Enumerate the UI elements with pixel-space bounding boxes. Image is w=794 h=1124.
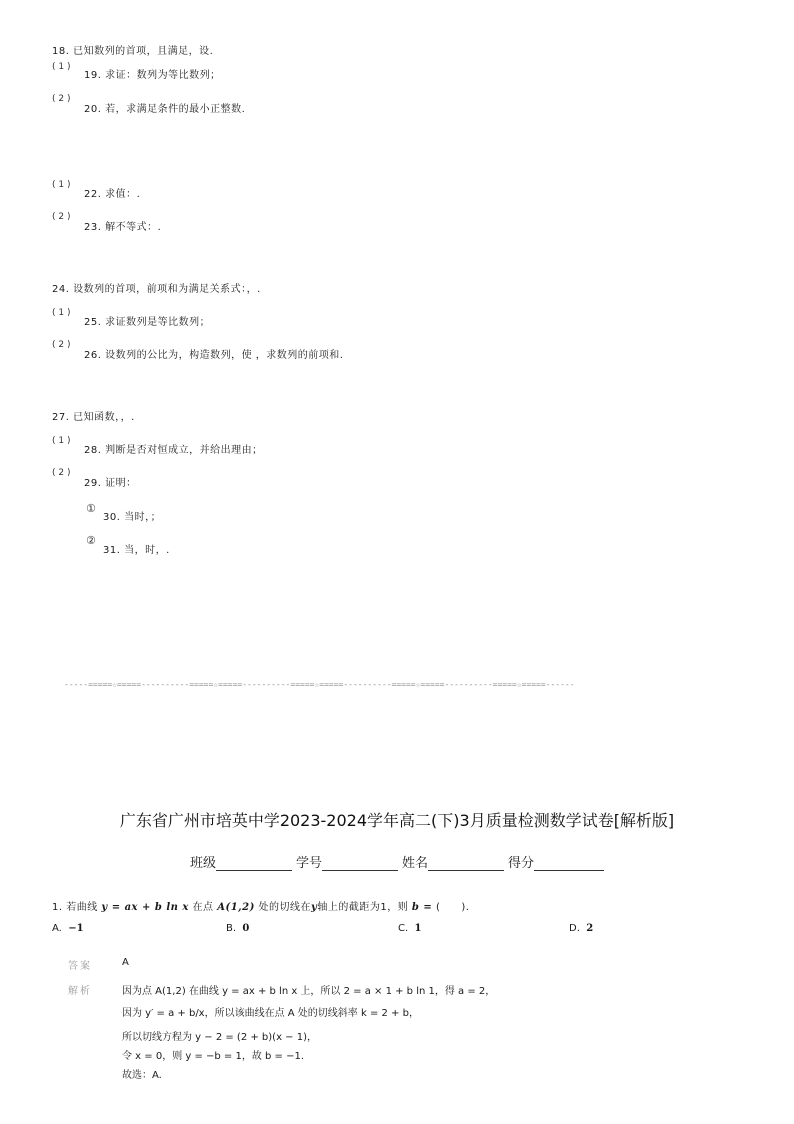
question-22: 22. 求值：. [84, 189, 141, 200]
part-marker: ( 1 ) [52, 62, 71, 72]
number-field [296, 852, 398, 871]
option-value: −1 [68, 923, 84, 934]
stem-text: 1. 若曲线 [52, 902, 98, 913]
question-30: 30. 当时，； [103, 512, 162, 523]
analysis-line-4: 令 x = 0，则 y = −b = 1，故 b = −1. [122, 1051, 305, 1062]
answer-value: A [122, 957, 129, 968]
circled-one-marker: ① [86, 502, 96, 515]
name-blank[interactable] [428, 858, 504, 871]
question-28: 28. 判断是否对恒成立，并给出理由； [84, 445, 263, 456]
question-27: 27. 已知函数，，. [52, 412, 135, 423]
analysis-line-1: 因为点 A(1,2) 在曲线 y = ax + b ln x 上，所以 2 = a × 1 + b ln 1，得 a = 2， [122, 986, 496, 997]
question-29: 29. 证明： [84, 478, 137, 489]
analysis-line-2: 因为 y′ = a + b/x，所以该曲线在点 A 处的切线斜率 k = 2 + b， [122, 1008, 419, 1019]
part-marker: ( 1 ) [52, 308, 71, 318]
score-label: 得分 [508, 856, 535, 871]
answer-label: 答案 [68, 961, 92, 972]
number-blank[interactable] [322, 858, 398, 871]
class-field [190, 852, 292, 871]
analysis-line-3: 所以切线方程为 y − 2 = (2 + b)(x − 1)， [122, 1032, 317, 1043]
option-value: 0 [242, 923, 250, 934]
question-24: 24. 设数列的首项，前项和为满足关系式：，. [52, 284, 261, 295]
question-19: 19. 求证：数列为等比数列； [84, 70, 221, 81]
score-field [508, 852, 604, 871]
part-marker: ( 2 ) [52, 212, 71, 222]
stem-text: 处的切线在 [258, 902, 312, 913]
stem-variable: y [311, 902, 318, 913]
class-blank[interactable] [216, 858, 292, 871]
stem-point: A(1,2) [217, 902, 255, 913]
question-31: 31. 当，时，. [103, 545, 170, 556]
question-25: 25. 求证数列是等比数列； [84, 317, 211, 328]
page-separator: -----=====☆=====----------=====☆=====----------=====☆=====----------=====☆=====----------=====☆=====------ [64, 680, 575, 689]
class-label: 班级 [190, 856, 217, 871]
question-20: 20. 若，求满足条件的最小正整数. [84, 104, 246, 115]
option-a[interactable] [52, 923, 84, 934]
analysis-label: 解析 [68, 986, 92, 997]
part-marker: ( 2 ) [52, 468, 71, 478]
problem-1-stem [52, 898, 469, 913]
option-letter: D. [569, 923, 580, 934]
stem-text: ( ). [435, 902, 470, 913]
stem-equation: y = ax + b ln x [101, 902, 189, 913]
option-d[interactable] [569, 923, 593, 934]
circled-two-marker: ② [86, 534, 96, 547]
stem-text: 轴上的截距为1，则 [317, 902, 409, 913]
part-marker: ( 2 ) [52, 340, 71, 350]
option-letter: B. [226, 923, 237, 934]
option-c[interactable] [398, 923, 422, 934]
option-letter: C. [398, 923, 409, 934]
stem-variable: b = [411, 902, 433, 913]
part-marker: ( 2 ) [52, 94, 71, 104]
analysis-line-5: 故选：A. [122, 1070, 162, 1081]
name-label: 姓名 [402, 856, 429, 871]
option-value: 2 [586, 923, 594, 934]
option-value: 1 [414, 923, 422, 934]
name-field [402, 852, 504, 871]
question-26: 26. 设数列的公比为，构造数列，使 ，求数列的前项和. [84, 350, 344, 361]
exam-title: 广东省广州市培英中学2023-2024学年高二(下)3月质量检测数学试卷[解析版] [119, 811, 675, 830]
number-label: 学号 [296, 856, 323, 871]
part-marker: ( 1 ) [52, 436, 71, 446]
question-23: 23. 解不等式：. [84, 222, 162, 233]
question-18: 18. 已知数列的首项，且满足，设. [52, 46, 214, 57]
stem-text: 在点 [192, 902, 214, 913]
score-blank[interactable] [534, 858, 604, 871]
part-marker: ( 1 ) [52, 180, 71, 190]
option-b[interactable] [226, 923, 249, 934]
option-letter: A. [52, 923, 62, 934]
